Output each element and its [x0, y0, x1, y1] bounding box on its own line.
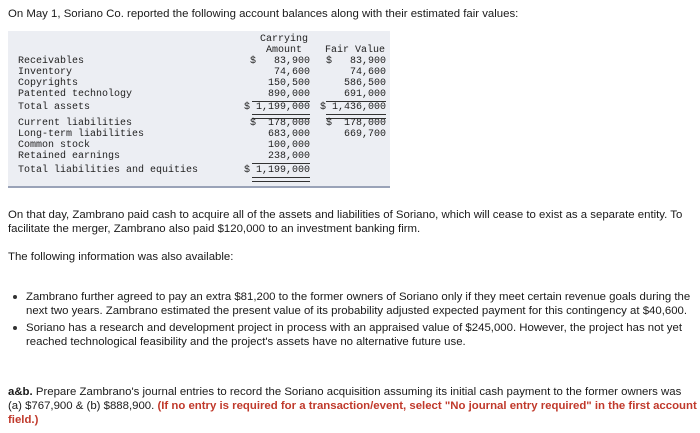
fair-dollar-sign: $ [326, 56, 333, 67]
bullet-item-contingency [8, 290, 696, 318]
intro-text: On May 1, Soriano Co. reported the following account balances along with their estimated fair values: [8, 8, 519, 20]
fair-value: 178,000 [343, 118, 386, 129]
requirement-text [8, 385, 698, 427]
subtotal-rule-liabilities [252, 163, 310, 164]
table-row [8, 151, 390, 163]
carrying-dollar-sign: $ [250, 118, 257, 129]
account-label: Total liabilities and equities [18, 165, 199, 176]
bullet-text: Zambrano further agreed to pay an extra $81,200 to the former owners of Soriano only if they meet certain revenue goals during the next two years. Zambrano estimated the present value of its probability adjusted expected payment for this contingency at $40,600. [26, 291, 691, 317]
table-row-total-assets [8, 102, 390, 114]
fair-value: 586,500 [343, 78, 386, 89]
account-label: Copyrights [18, 78, 79, 89]
total-rule-liabilities [252, 177, 310, 182]
carrying-amount: $ 1,199,000 [243, 102, 310, 113]
carrying-header-line1: Carrying [259, 34, 308, 45]
bullet-icon [13, 326, 17, 330]
carrying-amount: 683,000 [267, 129, 310, 140]
bullet-item-research [8, 321, 696, 349]
account-label: Inventory [18, 67, 73, 78]
fair-value: 691,000 [343, 89, 386, 100]
carrying-header-line2: Amount [265, 45, 302, 56]
bullet-text: Soriano has a research and development project in process with an appraised value of $245,000. However, the project has not yet reached technological feasibility and the project's assets have no alternative future use. [26, 322, 682, 348]
fair-value: 669,700 [343, 129, 386, 140]
fair-dollar-sign: $ [326, 118, 333, 129]
account-label: Long-term liabilities [18, 129, 145, 140]
table-row [8, 89, 390, 101]
account-label: Retained earnings [18, 151, 121, 162]
requirement-note: (If no entry is required for a transaction/event, select "No journal entry required" in the first account field.) [8, 400, 697, 426]
requirement-body: Prepare Zambrano's journal entries to record the Soriano acquisition assuming its initial cash payment to the former owners was (a) $767,900 & (b) $888,900. [8, 386, 682, 412]
carrying-amount: 100,000 [267, 140, 310, 151]
fair-value: 74,600 [349, 67, 386, 78]
carrying-amount: 74,600 [273, 67, 310, 78]
carrying-amount: 178,000 [267, 118, 310, 129]
carrying-amount: 150,500 [267, 78, 310, 89]
fair-value: 83,900 [349, 56, 386, 67]
account-label: Patented technology [18, 89, 133, 100]
carrying-dollar-sign: $ [250, 56, 257, 67]
description-paragraph: On that day, Zambrano paid cash to acquire all of the assets and liabilities of Soriano, which will cease to exist as a separate entity. To facilitate the merger, Zambrano also paid $120,000 to an investment banking firm. [8, 209, 683, 235]
table-row-total-liabilities-equities [8, 165, 390, 177]
fair-value: $ 1,436,000 [319, 102, 386, 113]
account-label: Current liabilities [18, 118, 133, 129]
account-label: Total assets [18, 102, 91, 113]
account-label: Common stock [18, 140, 91, 151]
carrying-amount: 83,900 [273, 56, 310, 67]
fair-value-header: Fair Value [324, 45, 385, 56]
requirement-label: a&b. [8, 386, 33, 398]
carrying-amount: 238,000 [267, 151, 310, 162]
info-bullet-list [8, 290, 696, 352]
account-label: Receivables [18, 56, 85, 67]
account-balances-table [8, 31, 390, 188]
bullet-icon [13, 295, 17, 299]
carrying-amount: $ 1,199,000 [243, 165, 310, 176]
info-lead-in: The following information was also available: [8, 251, 234, 263]
carrying-amount: 890,000 [267, 89, 310, 100]
